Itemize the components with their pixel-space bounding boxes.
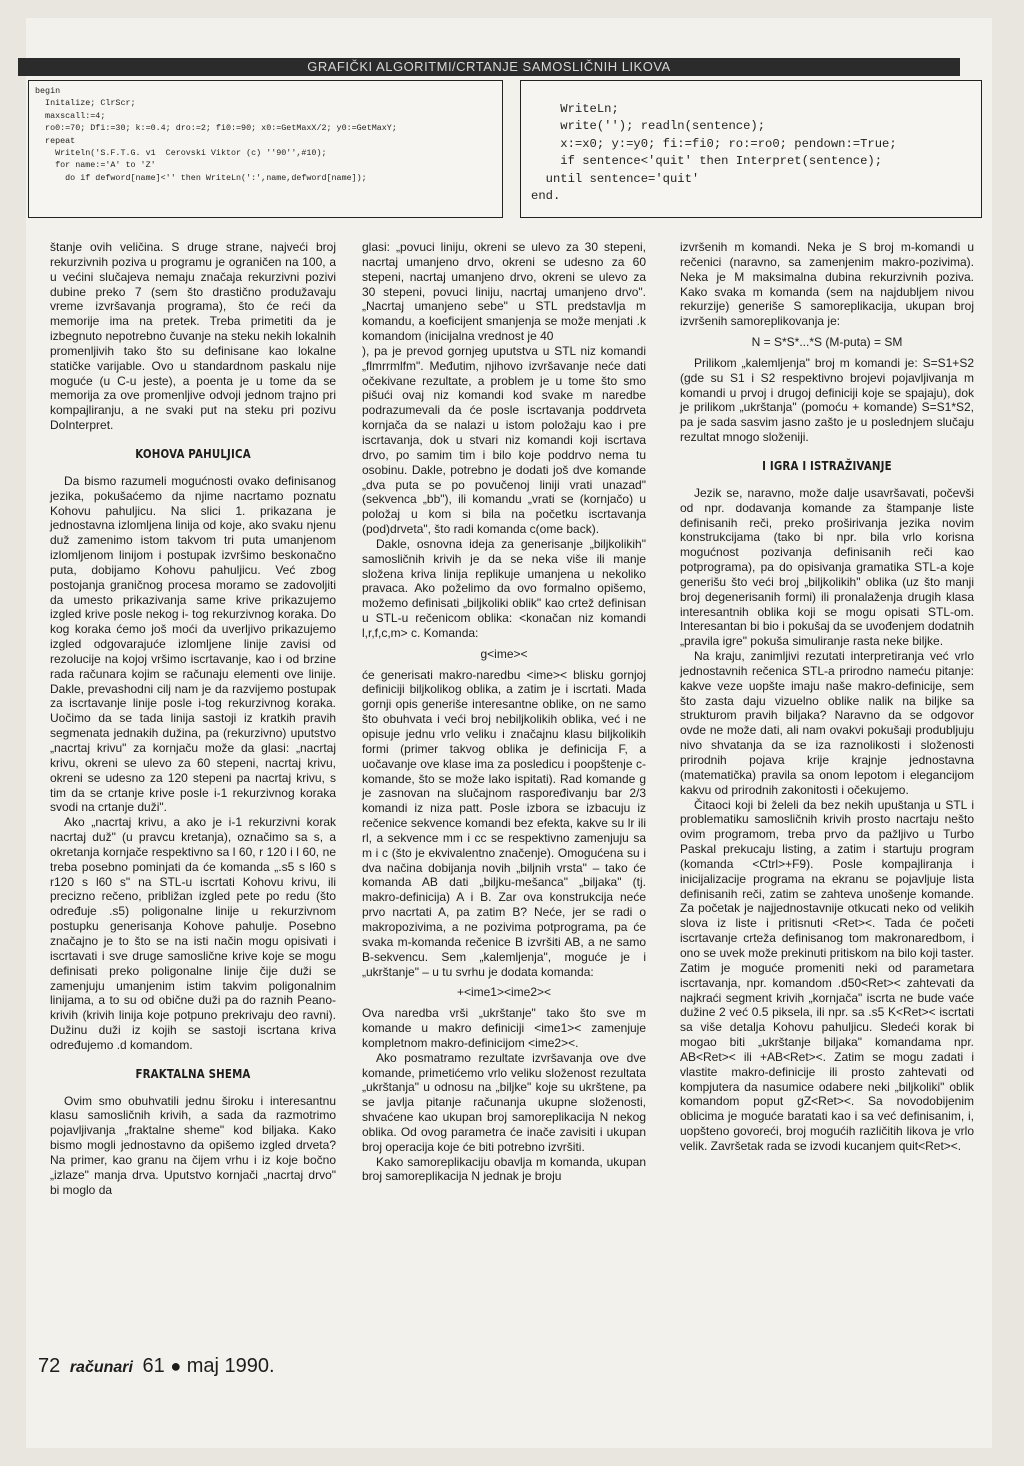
formula: N = S*S*...*S (M-puta) = SM (751, 335, 903, 350)
paragraph: štanje ovih veličina. S druge strane, najveći broj rekurzivnih poziva u programu je ograničen na 100, a u većini slučajeva nemaju značaja rekurzivni pozivi dubine preko 7 (sem što drastično produžavaju vreme izvršavanja programa), što će reći da memorije ima na pretek. Treba primetiti da je izbegnuto nepotrebno čuvanje na steku nekih lokalnih promenljivih tako što su definisane kao lokalne statičke varijable. Ovo u standardnom paskalu nije moguće (u C-u jeste), a poenta je u tome da se memorija za ove promenljive odvoji jednom trajno pri kompajliranju, a ne svaki put na steku pri pozivu DoInterpret. (50, 240, 336, 433)
text-column-2 (362, 240, 646, 1184)
section-heading: KOHOVA PAHULJICA (135, 445, 251, 461)
bullet-separator: ● (170, 1356, 182, 1376)
issue-date: maj 1990. (186, 1355, 275, 1377)
paragraph: će generisati makro-naredbu <ime>< blisku gornjoj definiciji biljkolikog oblika, a zatim je i iscrtati. Mada gornji opis generiše interesantne oblike, on ne samo što obuhvata i veći broj nebiljkolikih oblika, već i ne opisuje jednu vrlo veliku i značajnu klasu biljkolikih formi (primer takvog oblika je definicija F, a uočavanje ove klase ima za posledicu i poopštenje c-komande, što se može lako ispitati). Rad komande g je zasnovan na slučajnom raspoređivanju bar 2/3 komandi iz niza patt. Posle izbora se izbacuju iz rečenice sekvence komandi bez efekta, kakve su lr ili rl, a sekvence mm i cc se respektivno zamenjuju sa m i c (što je ekvivalentno značenje). Omogućena su i dva načina dobijanja novih „biljnih vrsta" – tako će komanda AB dati „biljku-mešanca" „biljaka" (tj. makro-definicija) A i B. Zar ova konstrukcija neće prvo nacrtati A, pa zatim B? Neće, jer se radi o makropozivima, a ne pozivima potprograma, pa će svaka m-komanda rečenice B izvršiti AB, a ne samo B-sekvencu. Sem „kalemljenja", moguće je i „ukrštanje" – u tu svrhu je dodata komanda: (362, 667, 646, 979)
paragraph: Dakle, osnovna ideja za generisanje „biljkolikih" samosličnih krivih je da se neka više ili manje složena kriva linija replikuje umanjena u nekoliko pravaca. Ako poželimo da ovo formalno opišemo, možemo definisati „biljkoliki oblik" kao crtež definisan u STL-u rečenicom oblika: <konačan niz komandi l,r,f,c,m> c. Komanda: (362, 536, 646, 640)
paragraph: Kako samoreplikaciju obavlja m komanda, ukupan broj samoreplikacija N jednak je broju (362, 1154, 646, 1184)
paragraph: Čitaoci koji bi želeli da bez nekih upuštanja u STL i problematiku samosličnih krivih prosto nacrtaju nešto ovim programom, treba prvo da pažljivo u Turbo Paskal prekucaju listing, a zatim i startuju program (komanda <Ctrl>+F9). Posle kompajliranja i inicijalizacije programa na ekranu se pojavljuje lista definisanih reči, zatim se zahteva unošenje komande. Za početak je najjednostavnije otkucati neko od velikih slova iz liste i pritisnuti <Ret><. Tada će početi iscrtavanje crteža definisanog tom makronaredbom, i ono se uvek može prekinuti pritiskom na bilo koji taster. Zatim je moguće promeniti neki od parametara iscrtavanja, npr. komandom .d50<Ret>< zahtevati da najkraći segment krivih „kornjača" iscrta ne bude vaće dužine 2 već 0.5 piksela, ili npr. sa .s5 K<Ret>< iscrtati sa više detalja Kohovu pahuljicu. Sledeći korak bi mogao biti „ukrštanje biljaka" komandama npr. AB<Ret>< ili +AB<Ret><. Zatim se mogu zadati i vlastite makro-definicije ili prosto zahtevati od kompjutera da nasumice odabere neki „biljkoliki" oblik komandom poput gZ<Ret><. Sa novodobijenim oblicima je moguće baratati kao i sa već definisanim, i, uopšteno govoreći, broj mogućih različitih likova je vrlo velik. Završetak rada se izvodi kucanjem quit<Ret><. (680, 797, 974, 1153)
paragraph: Jezik se, naravno, može dalje usavršavati, počevši od npr. dodavanja komande za štampanje liste definisanih reči, preko proširivanja jezika novim konstrukcijama (tako bi npr. bila vrlo korisna mogućnost pozivanja definisanih reči kao potprograma), pa do opisivanja gramatika STL-a koje generišu što veći broj „biljkolikih" oblika (uz što manji broj degenerisanih formi) ili pronalaženja drugih klasa interesantnih oblika koji se mogu opisati STL-om. Interesantan bi bio i pokušaj da se uvođenjem dodatnih „pravila igre" pokuša simuliranje rasta neke biljke. (680, 485, 974, 649)
section-header: GRAFIČKI ALGORITMI/CRTANJE SAMOSLIČNIH LIKOVA (18, 58, 960, 76)
magazine-logo: računari (69, 1359, 133, 1376)
paragraph: Ako „nacrtaj krivu, a ako je i-1 rekurzivni korak nacrtaj duž" (u pravcu kretanja), označimo sa s, a okretanja kornjače respektivno sa l 60, r 120 i l 60, ne treba posebno pominjati da će komanda „.s5 s l60 s r120 s l60 s" na STL-u iscrtati Kohovu krivu, ili precizno rečeno, približan izgled pete po redu (što određuje .s5) poligonalne linije u rekurzivnom postupku generisanja Kohove pahulje. Posebno značajno je to što se na isti način mogu opisivati i iscrtavati i sve druge samoslične krive koje se mogu definisati preko poligonalne linije čije duži se zamenjuju umanjenim istim takvim poligonalnim linijama, a to su od obične duži pa do raznih Peano-krivih (krivih linija koje potpuno prekrivaju deo ravni). Dužinu duži iz kojih se sastoji iscrtana kriva određujemo .d komandom. (50, 815, 336, 1052)
paragraph: Ova naredba vrši „ukrštanje" tako što sve m komande u makro definiciji <ime1>< zamenjuje kompletnom makro-definicijom <ime2><. (362, 1006, 646, 1050)
formula: +<ime1><ime2>< (456, 985, 552, 1000)
page-footer (38, 1355, 275, 1378)
section-heading: FRAKTALNA SHEMA (135, 1065, 251, 1081)
paragraph: ), pa je prevod gornjeg uputstva u STL niz komandi „flmrrmlfm". Međutim, njihovo izvršavanje neće dati očekivane rezultate, a problem je u tome što smo pišući ovaj niz komandi kod svake m naredbe podrazumevali da će posle iscrtavanja poddrveta kornjača da se nalazi u istom položaju kao i pre iscrtavanja, dok u stvari niz komandi koji iscrtava drvo, po samim tim i bilo koje poddrvo nema tu osobinu. Dakle, potrebno je dodati još dve komande „dva puta se po povučenoj liniji vrati unazad" (sekvenca „bb"), ili komandu „vrati se (kornjačo) u položaj u kom si bila na početku iscrtavanja (pod)drveta", što radi komanda c(ome back). (362, 343, 646, 537)
section-heading: I IGRA I ISTRAŽIVANJE (762, 457, 892, 473)
paragraph: Ako posmatramo rezultate izvršavanja ove dve komande, primetićemo vrlo veliku složenost rezultata „ukrštanja" u odnosu na „biljke" koje su ukrštene, pa se javlja pitanje računanja ukupne složenosti, shvaćene kao ukupan broj samoreplikacija N nekog oblika. Od ovog parametra će inače zavisiti i ukupan broj operacija koje će biti potrebno izvršiti. (362, 1050, 646, 1154)
paragraph: Na kraju, zanimljivi rezutati interpretiranja već vrlo jednostavnih rečenica STL-a prirodno nameću pitanje: kakve veze uopšte imaju naše makro-definicije, sem što zasta daju vizuelno oblike nalik na biljke sa strukturom pravih biljaka? Naravno da se odgovor ovde ne može dati, ali nam ovakvi pokušaji produbljuju nivo shvatanja da se iza raznolikosti i složenosti prirodnih pojava krije krajnje jednostavna (matematička) pravila sa onom lepotom i elegancijom kakvu od prirodnih zakonitosti i očekujemo. (680, 649, 974, 797)
paragraph: Ovim smo obuhvatili jednu široku i interesantnu klasu samosličnih krivih, a sada da razmotrimo pojavljivanja „fraktalne sheme" kod biljaka. Kako bismo mogli jednostavno da opišemo izgled drveta? Na primer, kao granu na čijem vrhu i iz koje bočno „izlaze" manja drva. Uputstvo kornjači „nacrtaj drvo" bi moglo da (50, 1093, 336, 1197)
paragraph: Da bismo razumeli mogućnosti ovako definisanog jezika, pokušaćemo da njime nacrtamo poznatu Kohovu pahuljicu. Na slici 1. prikazana je jednostavna izlomljena linija od koje, ako svaku njenu duž zamenimo istom takvom tri puta umanjenom izlomljenom linijom i postupak izvršimo beskonačno puta, dobijamo Kohovu pahuljicu. Već zbog postojanja graničnog procesa moramo se zadovoljiti da umesto prikazivanja same krive prikazujemo izgled krive posle nekog i- tog rekurzivnog koraka. Do kog koraka ćemo još moći da uverljivo prikazujemo izgled odgovarajuće izlomljene linije zavisi od rezolucije na kojoj vršimo iscrtavanje, kao i od brzine rada računara kojim se računaju elementi ove linije. Dakle, prevashodni cilj nam je da razvijemo postupak za iscrtavanje linije posle i-tog rekurzivnog koraka. Uočimo da se tada linija sastoji iz kratkih pravih segmenata jednakih dužina, pa (rekurzivno) uputstvo „nacrtaj krivu" za kornjaču može da glasi: „nacrtaj krivu, okreni se ulevo za 60 stepeni, nacrtaj krivu, okreni se udesno za 120 stepeni pa nacrtaj krivu, s tim da se crtanje krive posle i-1 rekurzivnog koraka svodi na crtanje duži". (50, 473, 336, 815)
page-number: 72 (38, 1355, 61, 1377)
text-column-3 (680, 240, 974, 1154)
formula: g<ime>< (480, 646, 528, 661)
issue-number: 61 (142, 1355, 165, 1377)
paragraph: glasi: „povuci liniju, okreni se ulevo za 30 stepeni, nacrtaj umanjeno drvo, okreni se udesno za 60 stepeni, nacrtaj umanjeno drvo, okreni se ulevo za 30 stepeni, povuci liniju, nacrtaj umanjeno drvo". „Nacrtaj umanjeno sebe" u STL predstavlja m komandu, a koeficijent smanjenja se može menjati .k komandom (inicijalna vrednost je 40 (362, 240, 646, 344)
paragraph: Prilikom „kalemljenja" broj m komandi je: S=S1+S2 (gde su S1 i S2 respektivno brojevi pojavljivanja m komandi u prvoj i drugoj definiciji koje se spajaju), dok je prilikom „ukrštanja" (pomoću + komande) S=S1*S2, pa je sada sasvim jasno zašto je u poslednjem slučaju rezultat mnogo složeniji. (680, 355, 974, 445)
paragraph: izvršenih m komandi. Neka je S broj m-komandi u rečenici (naravno, sa zamenjenim makro-pozivima). Neka je M maksimalna dubina rekurzivnih poziva. Kako svaka m komanda (sem na najdubljem nivou rekurzije) generiše S samoreplikacija, ukupan broj izvršenih samoreplikovanja je: (680, 240, 974, 329)
text-column-1 (50, 240, 336, 1197)
code-listing-left: begin Initalize; ClrScr; maxscall:=4; ro0:=70; Dfi:=30; k:=0.4; dro:=2; fi0:=90; x0:=GetMaxX/2; y0:=GetMaxY; repeat Writeln('S.F.T.G. v1 Cerovski Viktor (c) ''90'',#10); for name:='A' to 'Z' do if defword[name]<'' then WriteLn(':',name,defword[name]); (28, 80, 503, 218)
code-listing-right: WriteLn; write(''); readln(sentence); x:=x0; y:=y0; fi:=fi0; ro:=ro0; pendown:=True; if sentence<'quit' then Interpret(sentence); until sentence='quit' end. (520, 80, 982, 218)
